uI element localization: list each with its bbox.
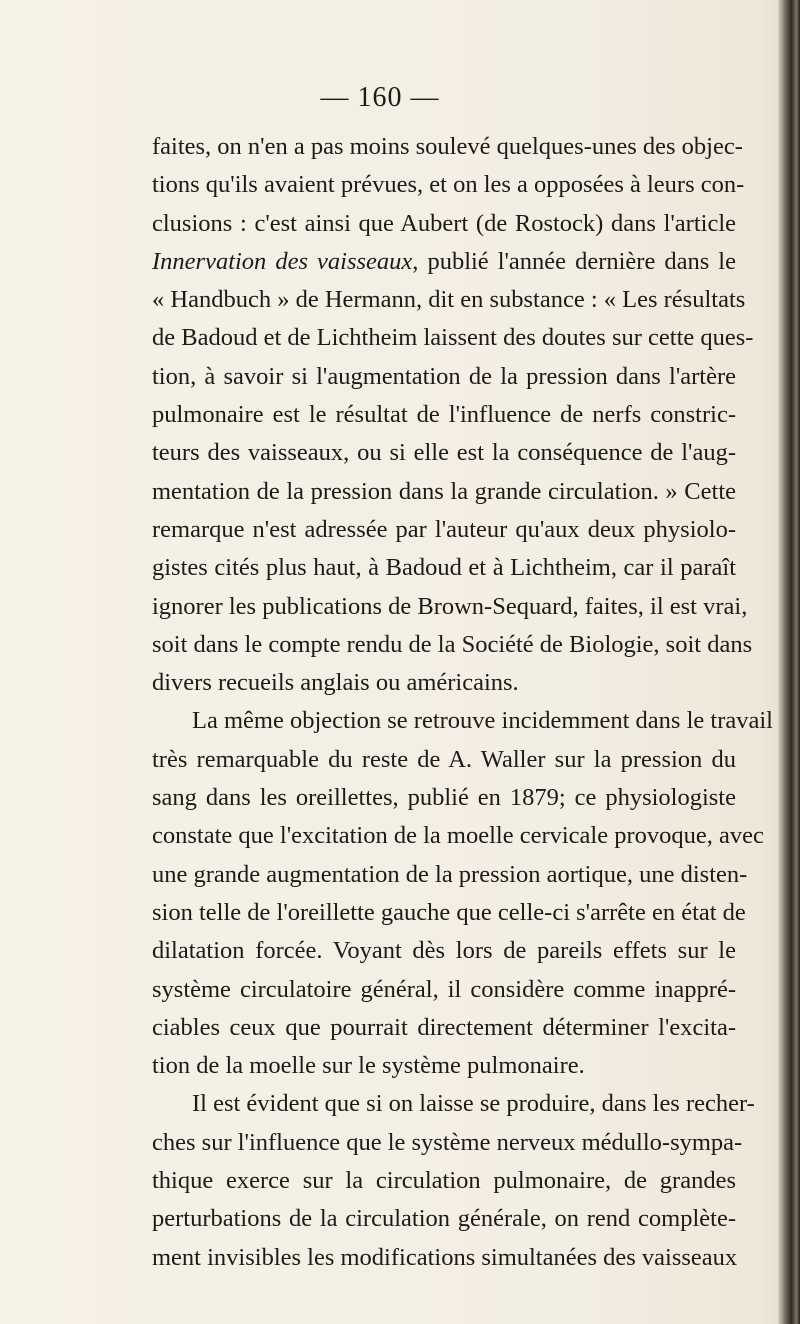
text-line: constate que l'excitation de la moelle cervicale provoque, avec [152,822,764,850]
page-number: — 160 — [320,82,440,113]
text-line: perturbations de la circulation générale, on rend complète- [152,1205,736,1233]
text-line: La même objection se retrouve incidemment dans le travail [192,707,773,735]
text-line: divers recueils anglais ou américains. [152,669,519,697]
text-line-with-italic-title [152,243,736,281]
text-line: très remarquable du reste de A. Waller sur la pression du [152,745,736,773]
text-line: remarque n'est adressée par l'auteur qu'aux deux physiolo- [152,515,736,543]
text-line: une grande augmentation de la pression aortique, une disten- [152,860,748,888]
page-binding-edge [778,0,800,1324]
text-line: ment invisibles les modifications simultanées des vaisseaux [152,1243,738,1271]
text-line: ignorer les publications de Brown-Sequard, faites, il est vrai, [152,592,748,620]
text-line: thique exerce sur la circulation pulmonaire, de grandes [152,1167,736,1195]
text-line-remainder: , publié l'année dernière dans le [412,247,736,275]
text-line: teurs des vaisseaux, ou si elle est la conséquence de l'aug- [152,439,736,467]
text-line: tion, à savoir si l'augmentation de la pression dans l'artère [152,362,736,390]
text-line: « Handbuch » de Hermann, dit en substance : « Les résultats [152,286,746,314]
text-line: Il est évident que si on laisse se produire, dans les recher- [192,1090,755,1118]
text-line: sion telle de l'oreillette gauche que celle-ci s'arrête en état de [152,898,746,926]
text-line: de Badoud et de Lichtheim laissent des doutes sur cette ques- [152,324,754,352]
text-line: ches sur l'influence que le système nerveux médullo-sympa- [152,1128,743,1156]
text-line: sang dans les oreillettes, publié en 1879; ce physiologiste [152,784,736,812]
text-line: soit dans le compte rendu de la Société de Biologie, soit dans [152,630,753,658]
text-line: faites, on n'en a pas moins soulevé quelques-unes des objec- [152,133,743,160]
text-line: clusions : c'est ainsi que Aubert (de Rostock) dans l'article [152,209,736,237]
text-line: ciables ceux que pourrait directement déterminer l'excita- [152,1013,736,1041]
text-line: système circulatoire général, il considère comme inappré- [152,975,736,1003]
text-line: tions qu'ils avaient prévues, et on les a opposées à leurs con- [152,171,745,199]
body-text [152,128,773,1277]
text-line: tion de la moelle sur le système pulmonaire. [152,1052,585,1080]
italic-article-title: Innervation des vaisseaux [152,247,413,275]
text-line: pulmonaire est le résultat de l'influence de nerfs constric- [152,401,736,429]
text-line: dilatation forcée. Voyant dès lors de pareils effets sur le [152,937,736,965]
text-line: gistes cités plus haut, à Badoud et à Lichtheim, car il paraît [152,554,736,582]
text-line: mentation de la pression dans la grande circulation. » Cette [152,477,736,505]
